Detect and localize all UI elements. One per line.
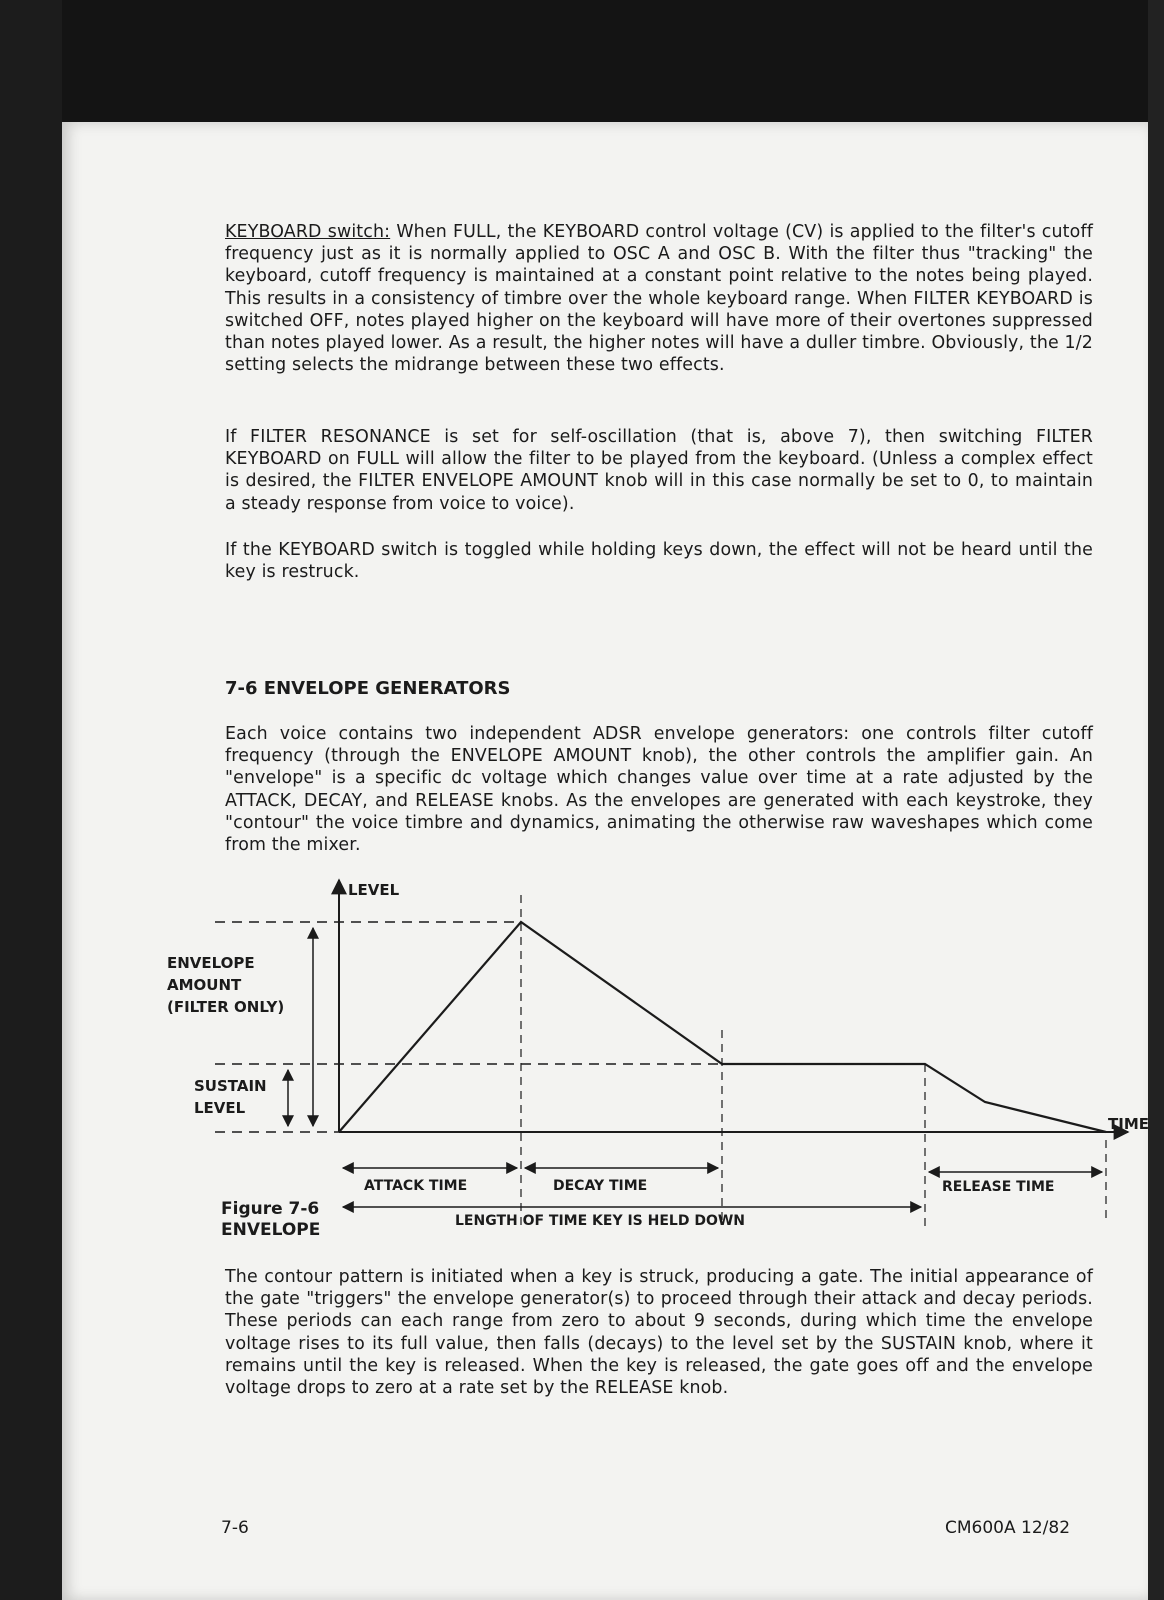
sustain-label-1: SUSTAIN — [194, 1077, 267, 1095]
time-axis-label: TIME — [1108, 1115, 1149, 1133]
level-axis-label: LEVEL — [348, 881, 400, 899]
document-id: CM600A 12/82 — [945, 1518, 1071, 1538]
paragraph-keyboard-toggle: If the KEYBOARD switch is toggled while holding keys down, the effect will not be heard until the key is restruck. — [225, 540, 1093, 583]
keyboard-switch-text: When FULL, the KEYBOARD control voltage (CV) is applied to the filter's cutoff frequency just as it is normally applied to OSC A and OSC B. With the filter thus "tracking" the keyboard, cutoff frequency is maintained at a constant point relative to the notes being played. This results in a consistency of timbre over the whole keyboard range. When FILTER KEYBOARD is switched OFF, notes played higher on the keyboard will have more of their overtones suppressed than notes played lower. As a result, the higher notes will have a duller timbre. Obviously, the 1/2 setting selects the midrange between these two effects. — [225, 222, 1093, 376]
section-heading: 7-6 ENVELOPE GENERATORS — [225, 678, 511, 699]
figure-number: Figure 7-6 — [221, 1199, 320, 1219]
paragraph-contour-pattern: The contour pattern is initiated when a key is struck, producing a gate. The initial appearance of the gate "triggers" the envelope generator(s) to proceed through their attack and decay periods. These periods can each range from zero to about 9 seconds, during which time the envelope voltage rises to its full value, then falls (decays) to the level set by the SUSTAIN knob, where it remains until the key is released. When the key is released, the gate goes off and the envelope voltage drops to zero at a rate set by the RELEASE knob. — [225, 1267, 1093, 1399]
figure-caption — [221, 1199, 320, 1241]
decay-time-label: DECAY TIME — [553, 1178, 648, 1194]
release-time-label: RELEASE TIME — [942, 1179, 1055, 1195]
sustain-label-2: LEVEL — [194, 1099, 246, 1117]
attack-time-label: ATTACK TIME — [364, 1178, 468, 1194]
envelope-amount-label-3: (FILTER ONLY) — [167, 998, 285, 1016]
key-held-label: LENGTH OF TIME KEY IS HELD DOWN — [455, 1213, 746, 1229]
page-number: 7-6 — [221, 1518, 249, 1538]
envelope-amount-label-2: AMOUNT — [167, 976, 242, 994]
envelope-amount-label-1: ENVELOPE — [167, 954, 255, 972]
paragraph-envelope-generators: Each voice contains two independent ADSR envelope generators: one controls filter cutoff frequency (through the ENVELOPE AMOUNT knob), the other controls the amplifier gain. An "envelope" is a specific dc voltage which changes value over time at a rate adjusted by the ATTACK, DECAY, and RELEASE knobs. As the envelopes are generated with each keystroke, they "contour" the voice timbre and dynamics, animating the otherwise raw waveshapes which come from the mixer. — [225, 724, 1093, 856]
paragraph-filter-resonance: If FILTER RESONANCE is set for self-oscillation (that is, above 7), then switching FILTER KEYBOARD on FULL will allow the filter to be played from the keyboard. (Unless a complex effect is desired, the FILTER ENVELOPE AMOUNT knob will in this case normally be set to 0, to maintain a steady response from voice to voice). — [225, 427, 1093, 514]
figure-title: ENVELOPE — [221, 1220, 321, 1240]
keyboard-switch-label: KEYBOARD switch: — [225, 222, 391, 242]
